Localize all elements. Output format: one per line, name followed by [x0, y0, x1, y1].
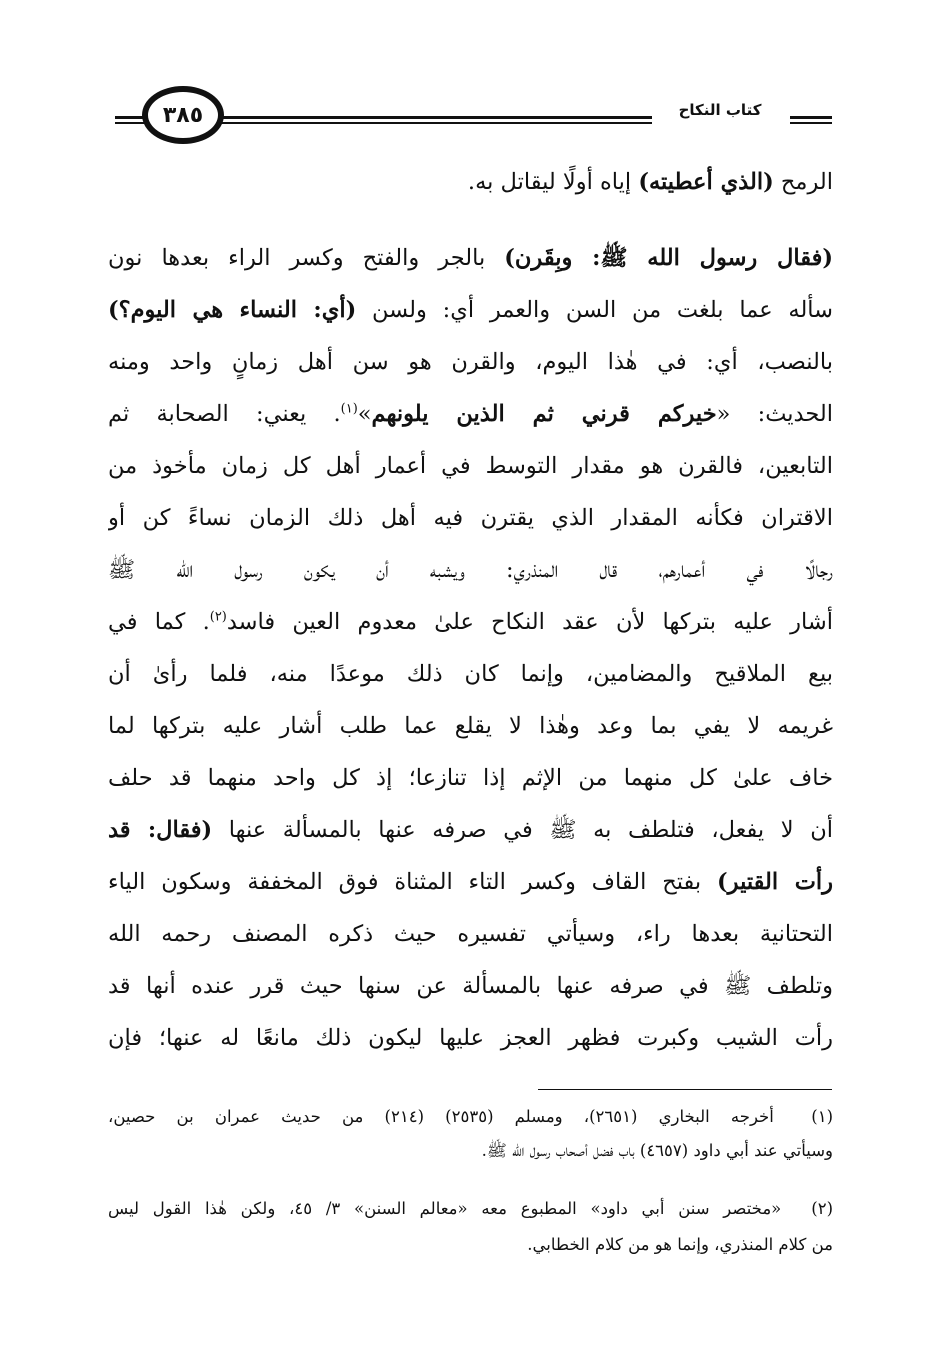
text-line: التحتانية بعدها راء، وسيأتي تفسيره حيث ذكره المصنف رحمه الله [108, 921, 833, 947]
header-rule-left [115, 116, 145, 119]
header-rule-right-thin [790, 122, 832, 124]
page-number-badge [142, 86, 224, 144]
text-line: (فقال رسول الله ﷺ: وبِقَرن) بالجر والفتح وكسر الراء بعدها نون [108, 245, 833, 271]
text-line: وتلطف ﷺ في صرفه عنها بالمسألة عن سنها حيث قرر عنده أنها قد [108, 973, 833, 999]
text-line: رأت الشيب وكبرت فظهر العجز عليها ليكون ذلك مانعًا له عنها؛ فإن [108, 1025, 833, 1051]
text-line: خاف علىٰ كل منهما من الإثم إذا تنازعا؛ إذ كل واحد منهما قد حلف [108, 765, 833, 791]
footnote-ref[interactable]: (٢) [209, 609, 227, 625]
footnote-number: (١) [811, 1107, 833, 1126]
text-line: رجالًا في أعمارهم، قال المنذري: ويشبه أن يكون رسول الله ﷺ [108, 557, 833, 583]
text-line: الحديث: «خيركم قرني ثم الذين يلونهم»$^{(١)}$. يعني: الصحابة ثم [108, 401, 833, 427]
header-rule-left-thin [115, 122, 145, 124]
footnote-ref[interactable]: (١) [340, 401, 358, 417]
footnote-1-line1: (١) أخرجه البخاري (٢٦٥١)، ومسلم (٢٥٣٥) (٢١٤) من حديث عمران بن حصين، [108, 1100, 833, 1134]
page-number: ٣٨٥ [162, 102, 204, 128]
text-line: التابعين، فالقرن هو مقدار التوسط في أعمار أهل كل زمان مأخوذ من [108, 453, 833, 479]
text-line: أشار عليه بتركها لأن عقد النكاح علىٰ معدوم العين فاسد$^{(٢)}$. كما في [108, 609, 833, 635]
text-line: أن لا يفعل، فتلطف به ﷺ في صرفه عنها بالمسألة عنها (فقال: قد [108, 817, 833, 843]
header-rule-middle [222, 116, 652, 119]
text-line: الرمح (الذي أعطيته) إياه أولًا ليقاتل به. [467, 169, 833, 195]
text-line: غريمه لا يفي بما وعد وهٰذا لا يقلع عما طلب أشار عليه بتركها لما [108, 713, 833, 739]
footnote-separator [538, 1089, 832, 1090]
header-rule-middle-thin [222, 122, 652, 124]
footnote-1-line2: وسيأتي عند أبي داود (٤٦٥٧) باب فضل أصحاب رسول الله ﷺ. [481, 1141, 833, 1160]
text-line: الاقتران فكأنه المقدار الذي يقترن فيه أهل ذلك الزمان نساءً كن أو [108, 505, 833, 531]
text-line: سأله عما بلغت من السن والعمر أي: ولسن (أي: النساء هي اليوم؟) [108, 297, 833, 323]
header-rule-right [790, 116, 832, 119]
book-title: كتاب النكاح [678, 101, 762, 119]
text-line: بيع الملاقيح والمضامين، وإنما كان ذلك موعدًا منه، فلما رأىٰ أن [108, 661, 833, 687]
footnote-2-line1: (٢) «مختصر سنن أبي داود» المطبوع معه «معالم السنن» ٣/ ٤٥، ولكن هٰذا القول ليس [108, 1192, 833, 1226]
text-line: بالنصب، أي: في هٰذا اليوم، والقرن هو سن أهل زمانٍ واحد ومنه [108, 349, 833, 375]
footnote-number: (٢) [811, 1199, 833, 1218]
text-line: رأت القتير) بفتح القاف وكسر التاء المثناة فوق المخففة وسكون الياء [108, 869, 833, 895]
footnote-2-line2: من كلام المنذري، وإنما هو من كلام الخطابي. [527, 1235, 833, 1254]
